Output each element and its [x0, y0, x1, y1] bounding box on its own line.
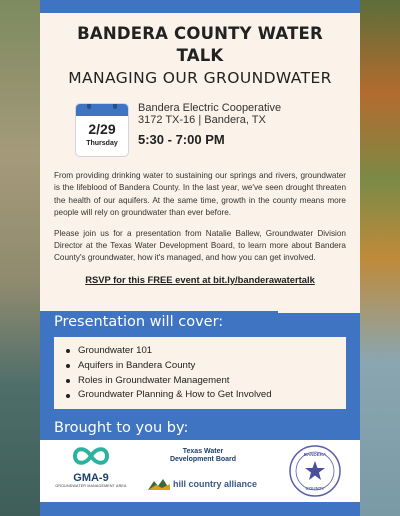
page-subtitle: MANAGING OUR GROUNDWATER [68, 69, 332, 87]
gma-name: GMA-9 [73, 472, 109, 484]
event-address: 3172 TX-16 | Bandera, TX [138, 114, 266, 126]
gma-logo [48, 446, 134, 496]
event-venue: Bandera Electric Cooperative [138, 102, 282, 114]
page-title: BANDERA COUNTY WATER TALK [77, 24, 323, 65]
cover-list [66, 344, 346, 403]
gma-subtitle: GROUNDWATER MANAGEMENT AREA [55, 484, 127, 488]
list-item: Aquifers in Bandera County [66, 359, 346, 374]
hill-country-alliance-logo: hill country alliance [148, 478, 257, 490]
sponsors-heading: Brought to you by: [54, 420, 189, 436]
event-weekday: Thursday [86, 140, 118, 147]
twdb-logo: Texas Water Development Board [169, 448, 237, 463]
seal-bottom-text: COUNTY [305, 486, 325, 491]
event-details [76, 104, 346, 156]
event-date: 2/29 [88, 121, 116, 137]
background-photo-left [0, 0, 40, 516]
list-item: Roles in Groundwater Management [66, 374, 346, 389]
sponsor-logos [40, 440, 360, 502]
event-card [40, 13, 360, 313]
cover-heading: Presentation will cover: [40, 311, 278, 334]
list-item: Groundwater Planning & How to Get Involved [66, 388, 346, 403]
event-time: 5:30 - 7:00 PM [138, 132, 225, 147]
gma-infinity-icon [71, 446, 111, 466]
background-photo-right [360, 0, 400, 516]
bullet-icon [66, 394, 70, 398]
hills-icon [148, 478, 170, 490]
speaker-paragraph: Please join us for a presentation from Natalie Ballew, Groundwater Division Director at the Texas Water Development Board, to learn more about Bandera County's groundwater, how it's managed, and how you can get involved. [54, 228, 346, 263]
rsvp-link[interactable]: RSVP for this FREE event at bit.ly/banderawatertalk [85, 273, 315, 285]
seal-top-text: BANDERA [303, 452, 327, 457]
bandera-county-seal-icon [288, 444, 342, 498]
cover-list-box [54, 337, 346, 409]
intro-paragraph: From providing drinking water to sustaining our springs and rivers, groundwater is the lifeblood of Bandera County. In the last year, we've seen drought threaten the health of our aquifers. At the same time, growth in the county means more people will rely on groundwater than ever before. [54, 171, 346, 218]
bullet-icon [66, 379, 70, 383]
bullet-icon [66, 364, 70, 368]
calendar-icon [76, 104, 128, 156]
bullet-icon [66, 349, 70, 353]
list-item: Groundwater 101 [66, 344, 346, 359]
